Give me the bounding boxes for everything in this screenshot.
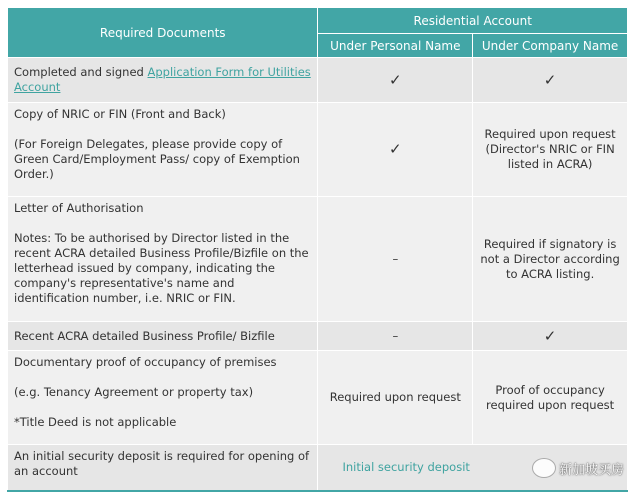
watermark-text: 新加坡买房 [559, 462, 625, 478]
watermark [532, 458, 624, 478]
doc-note: (e.g. Tenancy Agreement or property tax) [14, 385, 254, 399]
table-row [8, 58, 628, 103]
header-required-documents: Required Documents [8, 8, 318, 58]
personal-cell: Required upon request [318, 351, 473, 445]
company-cell: Required if signatory is not a Director according to ACRA listing. [473, 197, 628, 322]
doc-note: (For Foreign Delegates, please provide copy of Green Card/Employment Pass/ copy of Exemption Order.) [14, 137, 300, 181]
check-icon: ✓ [473, 58, 628, 103]
table-row [8, 322, 628, 351]
check-icon: ✓ [318, 103, 473, 197]
check-icon: ✓ [318, 58, 473, 103]
table-row [8, 103, 628, 197]
dash-icon: – [318, 322, 473, 351]
application-form-link[interactable]: Application Form for Utilities Account [14, 65, 311, 94]
doc-cell [8, 103, 318, 197]
doc-text: Copy of NRIC or FIN (Front and Back) [14, 107, 226, 121]
security-deposit-cell: Initial security deposit [318, 445, 628, 491]
doc-cell [8, 58, 318, 103]
doc-cell: An initial security deposit is required for opening of an account [8, 445, 318, 491]
doc-text: Completed and signed [14, 65, 148, 79]
doc-cell: Recent ACRA detailed Business Profile/ Bizfile [8, 322, 318, 351]
header-company-name: Under Company Name [473, 34, 628, 58]
doc-text: Letter of Authorisation [14, 201, 144, 215]
check-icon: ✓ [473, 322, 628, 351]
header-residential-account: Residential Account [318, 8, 628, 34]
doc-cell [8, 351, 318, 445]
company-cell: Required upon request (Director's NRIC or FIN listed in ACRA) [473, 103, 628, 197]
doc-note: Notes: To be authorised by Director listed in the recent ACRA detailed Business Profile/Bizfile on the letterhead issued by company, indicating the company's representative's name and identification number, i.e. NRIC or FIN. [14, 231, 309, 305]
doc-text: Documentary proof of occupancy of premises [14, 355, 277, 369]
company-cell: Proof of occupancy required upon request [473, 351, 628, 445]
doc-note: *Title Deed is not applicable [14, 415, 177, 429]
required-documents-table [7, 7, 628, 492]
doc-cell [8, 197, 318, 322]
header-personal-name: Under Personal Name [318, 34, 473, 58]
wechat-icon [532, 458, 556, 478]
dash-icon: – [318, 197, 473, 322]
table-row [8, 197, 628, 322]
table-row [8, 351, 628, 445]
